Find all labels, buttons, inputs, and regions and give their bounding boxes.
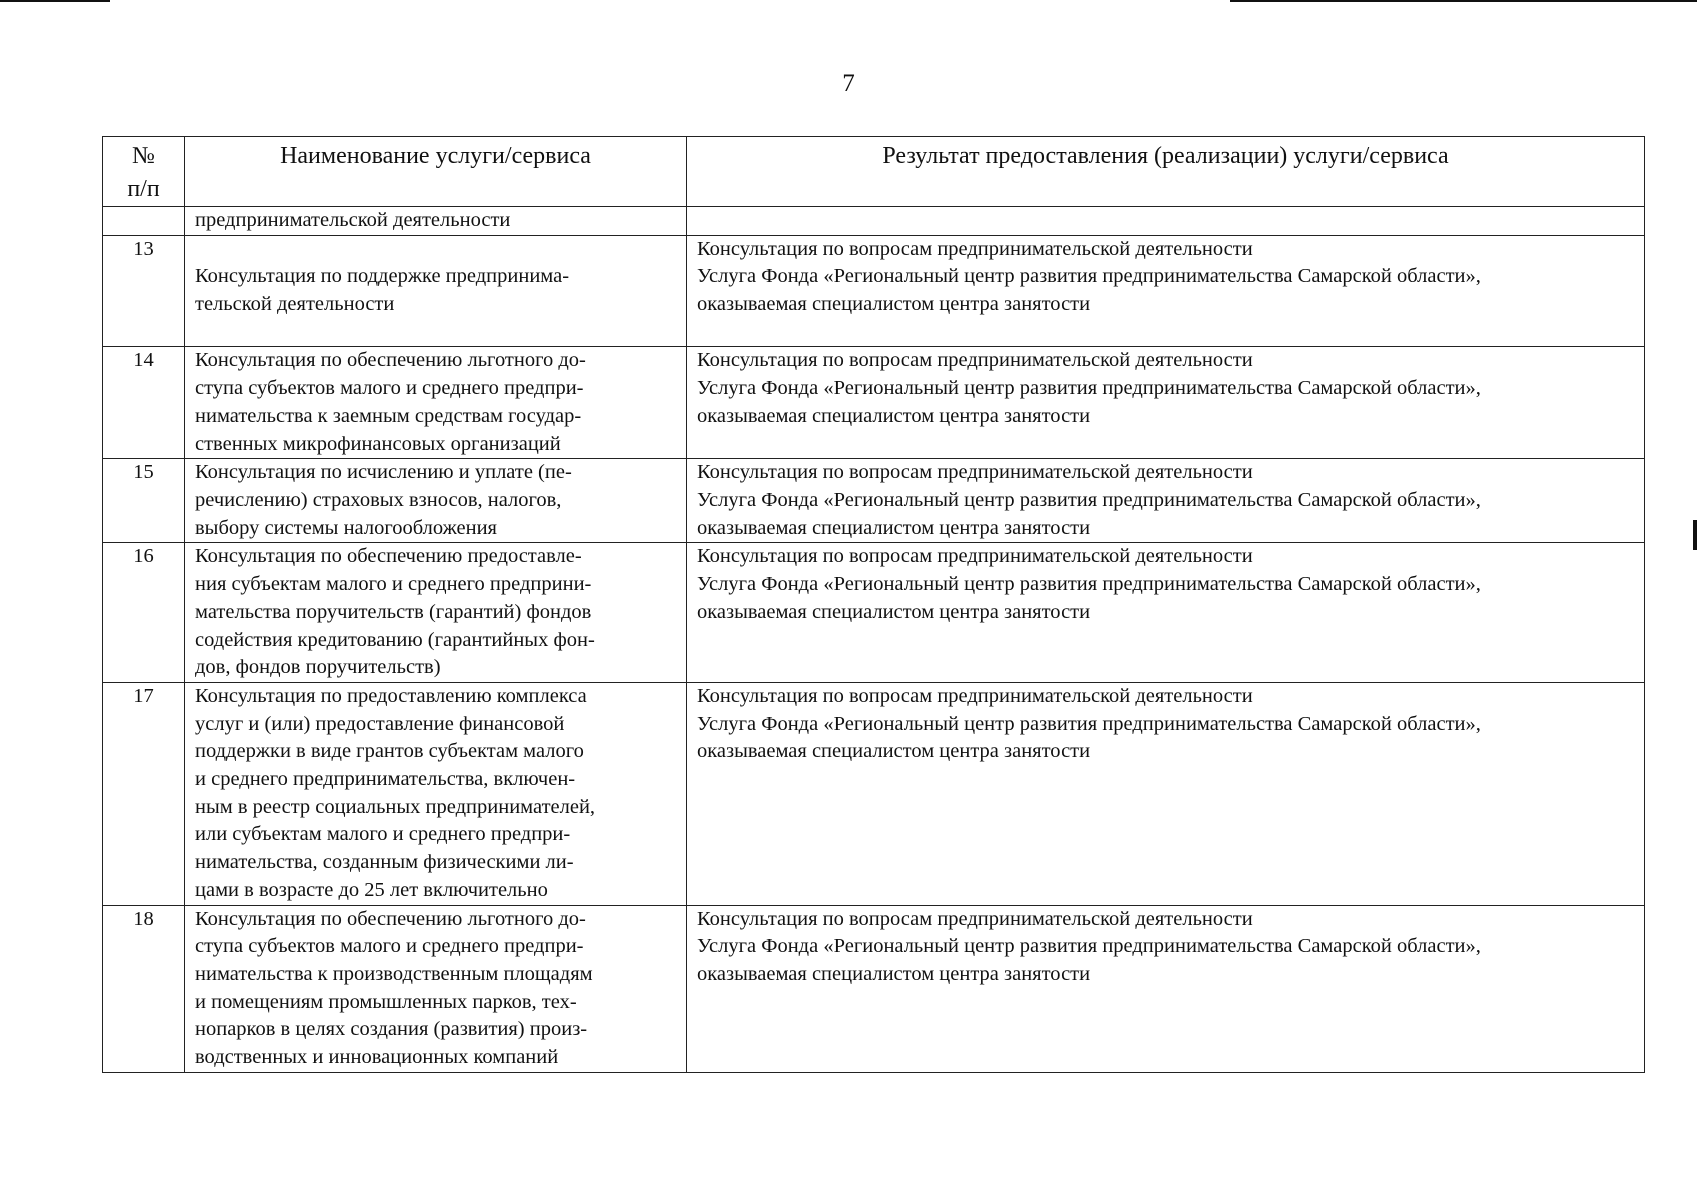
name-line: цами в возрасте до 25 лет включительно <box>195 878 548 901</box>
name-line: тельской деятельности <box>195 293 395 316</box>
cell-num: 14 <box>103 347 185 459</box>
name-line: речислению) страховых взносов, налогов, <box>195 489 562 511</box>
result-line: Консультация по вопросам предпринимательской деятельности <box>697 237 1253 260</box>
result-line: Консультация по вопросам предпринимательской деятельности <box>697 545 1253 568</box>
result-line: Услуга Фонда «Региональный центр развития предпринимательства Самарской области», <box>697 573 1481 596</box>
scan-edge-top-right <box>1230 0 1697 2</box>
name-line: водственных и инновационных компаний <box>195 1046 559 1069</box>
table-row <box>103 235 1645 347</box>
name-line: содействия кредитованию (гарантийных фон- <box>195 628 595 651</box>
table-row <box>103 459 1645 543</box>
result-line: Услуга Фонда «Региональный центр развития предпринимательства Самарской области», <box>697 489 1481 511</box>
cell-num: 13 <box>103 235 185 347</box>
name-line: поддержки в виде грантов субъектам малого <box>195 740 584 763</box>
name-line: Консультация по предоставлению комплекса <box>195 684 587 707</box>
name-line: Консультация по обеспечению льготного до- <box>195 349 586 372</box>
name-line: ным в реестр социальных предпринимателей, <box>195 795 596 818</box>
cell-result <box>687 207 1645 236</box>
name-line: ния субъектам малого и среднего предприни- <box>195 573 592 596</box>
result-line: оказываемая специалистом центра занятости <box>697 404 1091 427</box>
name-line: Консультация по поддержке предпринима- <box>195 265 570 288</box>
result-line: Услуга Фонда «Региональный центр развития предпринимательства Самарской области», <box>697 935 1481 958</box>
name-line: и помещениям промышленных парков, тех- <box>195 990 577 1013</box>
name-line: Консультация по исчислению и уплате (пе- <box>195 461 572 484</box>
result-line: Услуга Фонда «Региональный центр развития предпринимательства Самарской области», <box>697 377 1481 400</box>
name-line: ственных микрофинансовых организаций <box>195 432 561 455</box>
header-name: Наименование услуги/сервиса <box>185 137 687 207</box>
scan-edge-right-mark <box>1693 520 1697 550</box>
name-line: выбору системы налогообложения <box>195 516 497 539</box>
table-body <box>103 207 1645 1073</box>
name-line: нимательства к заемным средствам государ- <box>195 404 582 427</box>
cell-result <box>687 905 1645 1072</box>
cell-result <box>687 347 1645 459</box>
page-number: 7 <box>842 70 855 97</box>
table-row <box>103 543 1645 683</box>
result-line: оказываемая специалистом центра занятости <box>697 516 1091 539</box>
cell-num: 18 <box>103 905 185 1072</box>
name-line: мательства поручительств (гарантий) фондов <box>195 600 592 623</box>
name-line: Консультация по обеспечению льготного до- <box>195 907 586 930</box>
cell-result <box>687 682 1645 905</box>
result-line: оказываемая специалистом центра занятости <box>697 740 1091 763</box>
line-spacer <box>195 319 676 347</box>
name-line: нимательства, созданным физическими ли- <box>195 851 574 874</box>
name-line: ступа субъектов малого и среднего предпри- <box>195 377 584 400</box>
table-row <box>103 905 1645 1072</box>
line-spacer <box>195 236 676 264</box>
table-row <box>103 682 1645 905</box>
name-line: и среднего предпринимательства, включен- <box>195 768 576 791</box>
table-row-continuation <box>103 207 1645 236</box>
name-line: нопарков в целях создания (развития) произ- <box>195 1018 588 1041</box>
result-line: Консультация по вопросам предпринимательской деятельности <box>697 907 1253 930</box>
cell-name <box>185 235 687 347</box>
cell-result <box>687 459 1645 543</box>
name-line: дов, фондов поручительств) <box>195 656 441 679</box>
result-line: оказываемая специалистом центра занятости <box>697 293 1091 316</box>
name-line: Консультация по обеспечению предоставле- <box>195 545 582 568</box>
header-result: Результат предоставления (реализации) услуги/сервиса <box>687 137 1645 207</box>
cell-name <box>185 347 687 459</box>
table-row <box>103 347 1645 459</box>
result-line: Консультация по вопросам предпринимательской деятельности <box>697 684 1253 707</box>
name-line: услуг и (или) предоставление финансовой <box>195 712 565 735</box>
result-line: оказываемая специалистом центра занятости <box>697 962 1091 985</box>
result-line: Услуга Фонда «Региональный центр развития предпринимательства Самарской области», <box>697 265 1481 288</box>
cell-name <box>185 905 687 1072</box>
cell-num: 17 <box>103 682 185 905</box>
result-line: Консультация по вопросам предпринимательской деятельности <box>697 461 1253 484</box>
scan-edge-top-left <box>0 0 110 2</box>
name-line: или субъектам малого и среднего предпри- <box>195 823 571 846</box>
services-table <box>102 136 1645 1073</box>
cell-name <box>185 459 687 543</box>
cell-result <box>687 543 1645 683</box>
result-line: Услуга Фонда «Региональный центр развития предпринимательства Самарской области», <box>697 712 1481 735</box>
name-line: нимательства к производственным площадям <box>195 962 593 985</box>
header-num: № п/п <box>103 137 185 207</box>
cell-name: предпринимательской деятельности <box>185 207 687 236</box>
result-line: Консультация по вопросам предпринимательской деятельности <box>697 349 1253 372</box>
cell-num <box>103 207 185 236</box>
cell-num: 16 <box>103 543 185 683</box>
cell-result <box>687 235 1645 347</box>
cell-name <box>185 682 687 905</box>
result-line: оказываемая специалистом центра занятости <box>697 600 1091 623</box>
cell-name <box>185 543 687 683</box>
table-header-row <box>103 137 1645 207</box>
cell-num: 15 <box>103 459 185 543</box>
name-line: ступа субъектов малого и среднего предпри- <box>195 935 584 958</box>
